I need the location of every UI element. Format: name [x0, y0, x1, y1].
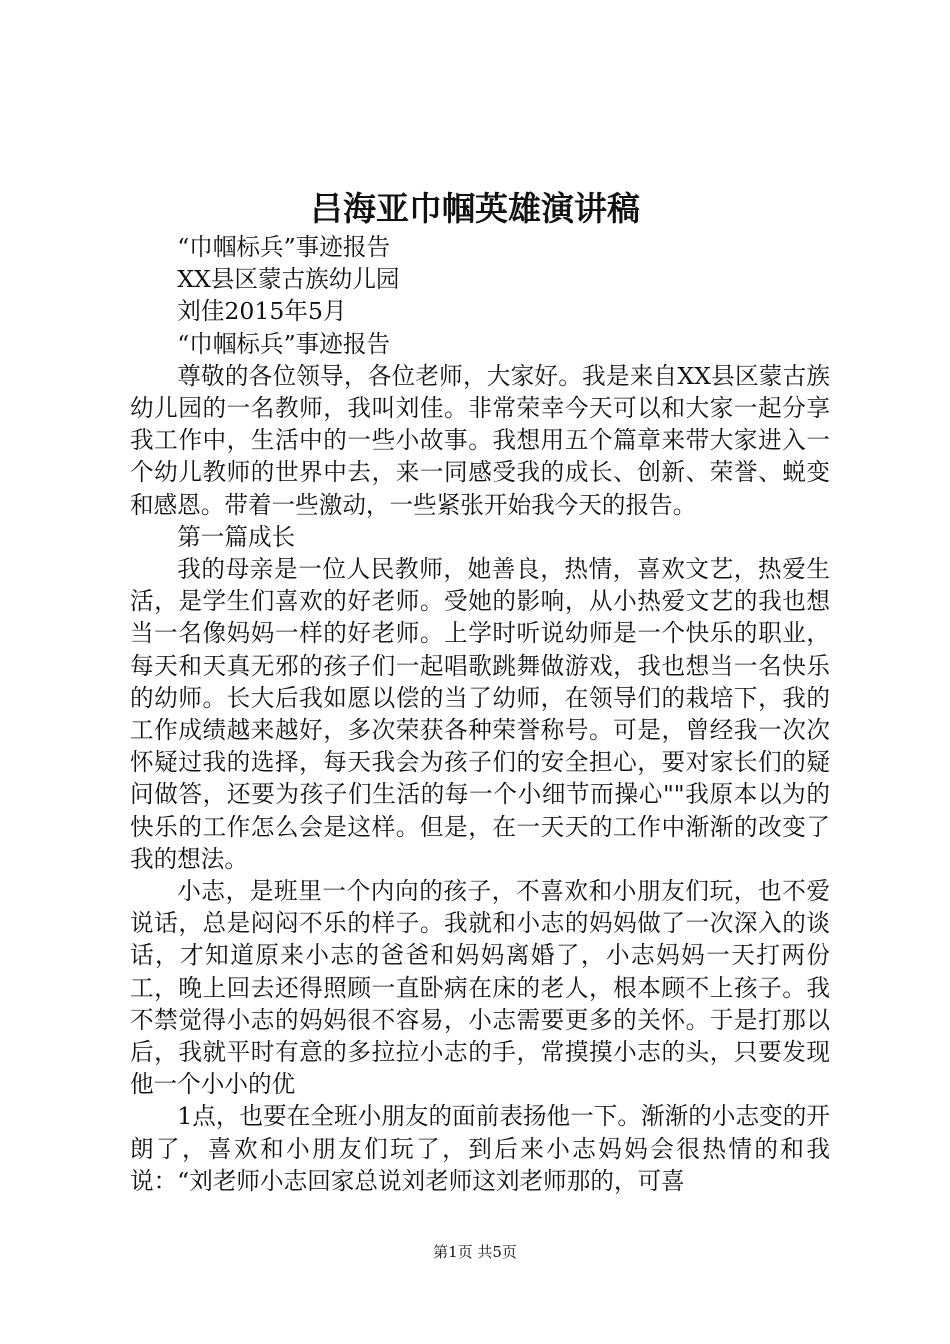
paragraph-organization: XX县区蒙古族幼儿园 — [177, 265, 400, 294]
section-heading-growth: 第一篇成长 — [177, 522, 296, 551]
paragraph-report-heading: “巾帼标兵”事迹报告 — [177, 329, 391, 358]
paragraph-xiaozhi-continued: 1点，也要在全班小朋友的面前表扬他一下。渐渐的小志变的开朗了，喜欢和小朋友们玩了，到后来小志妈妈会很热情的和我说：“刘老师小志回家总说刘老师这刘老师那的，可喜 — [130, 1102, 830, 1195]
paragraph-subtitle: “巾帼标兵”事迹报告 — [177, 233, 391, 261]
paragraph-author-date: 刘佳2015年5月 — [177, 297, 347, 326]
page-footer: 第1页 共5页 — [433, 1243, 517, 1261]
paragraph-greeting: 尊敬的各位领导，各位老师，大家好。我是来自XX县区蒙古族幼儿园的一名教师，我叫刘佳。非常荣幸今天可以和大家一起分享我工作中，生活中的一些小故事。我想用五个篇章来带大家进入一个幼儿教师的世界中去，来一同感受我的成长、创新、荣誉、蜕变和感恩。带着一些激动，一些紧张开始我今天的报告。 — [130, 361, 830, 519]
paragraph-xiaozhi: 小志，是班里一个内向的孩子，不喜欢和小朋友们玩，也不爱说话，总是闷闷不乐的样子。我就和小志的妈妈做了一次深入的谈话，才知道原来小志的爸爸和妈妈离婚了，小志妈妈一天打两份工，晚上回去还得照顾一直卧病在床的老人，根本顾不上孩子。我不禁觉得小志的妈妈很不容易，小志需要更多的关怀。于是打那以后，我就平时有意的多拉拉小志的手，常摸摸小志的头，只要发现他一个小小的优 — [130, 877, 830, 1099]
document-body — [130, 231, 830, 1197]
document-title: 吕海亚巾帼英雄演讲稿 — [310, 189, 640, 228]
paragraph-mother: 我的母亲是一位人民教师，她善良，热情，喜欢文艺，热爱生活，是学生们喜欢的好老师。受她的影响，从小热爱文艺的我也想当一名像妈妈一样的好老师。上学时听说幼师是一个快乐的职业，每天和天真无邪的孩子们一起唱歌跳舞做游戏，我也想当一名快乐的幼师。长大后我如愿以偿的当了幼师，在领导们的栽培下，我的工作成绩越来越好，多次荣获各种荣誉称号。可是，曾经我一次次怀疑过我的选择，每天我会为孩子们的安全担心，要对家长们的疑问做答，还要为孩子们生活的每一个小细节而操心""我原本以为的快乐的工作怎么会是这样。但是，在一天天的工作中渐渐的改变了我的想法。 — [130, 555, 830, 873]
